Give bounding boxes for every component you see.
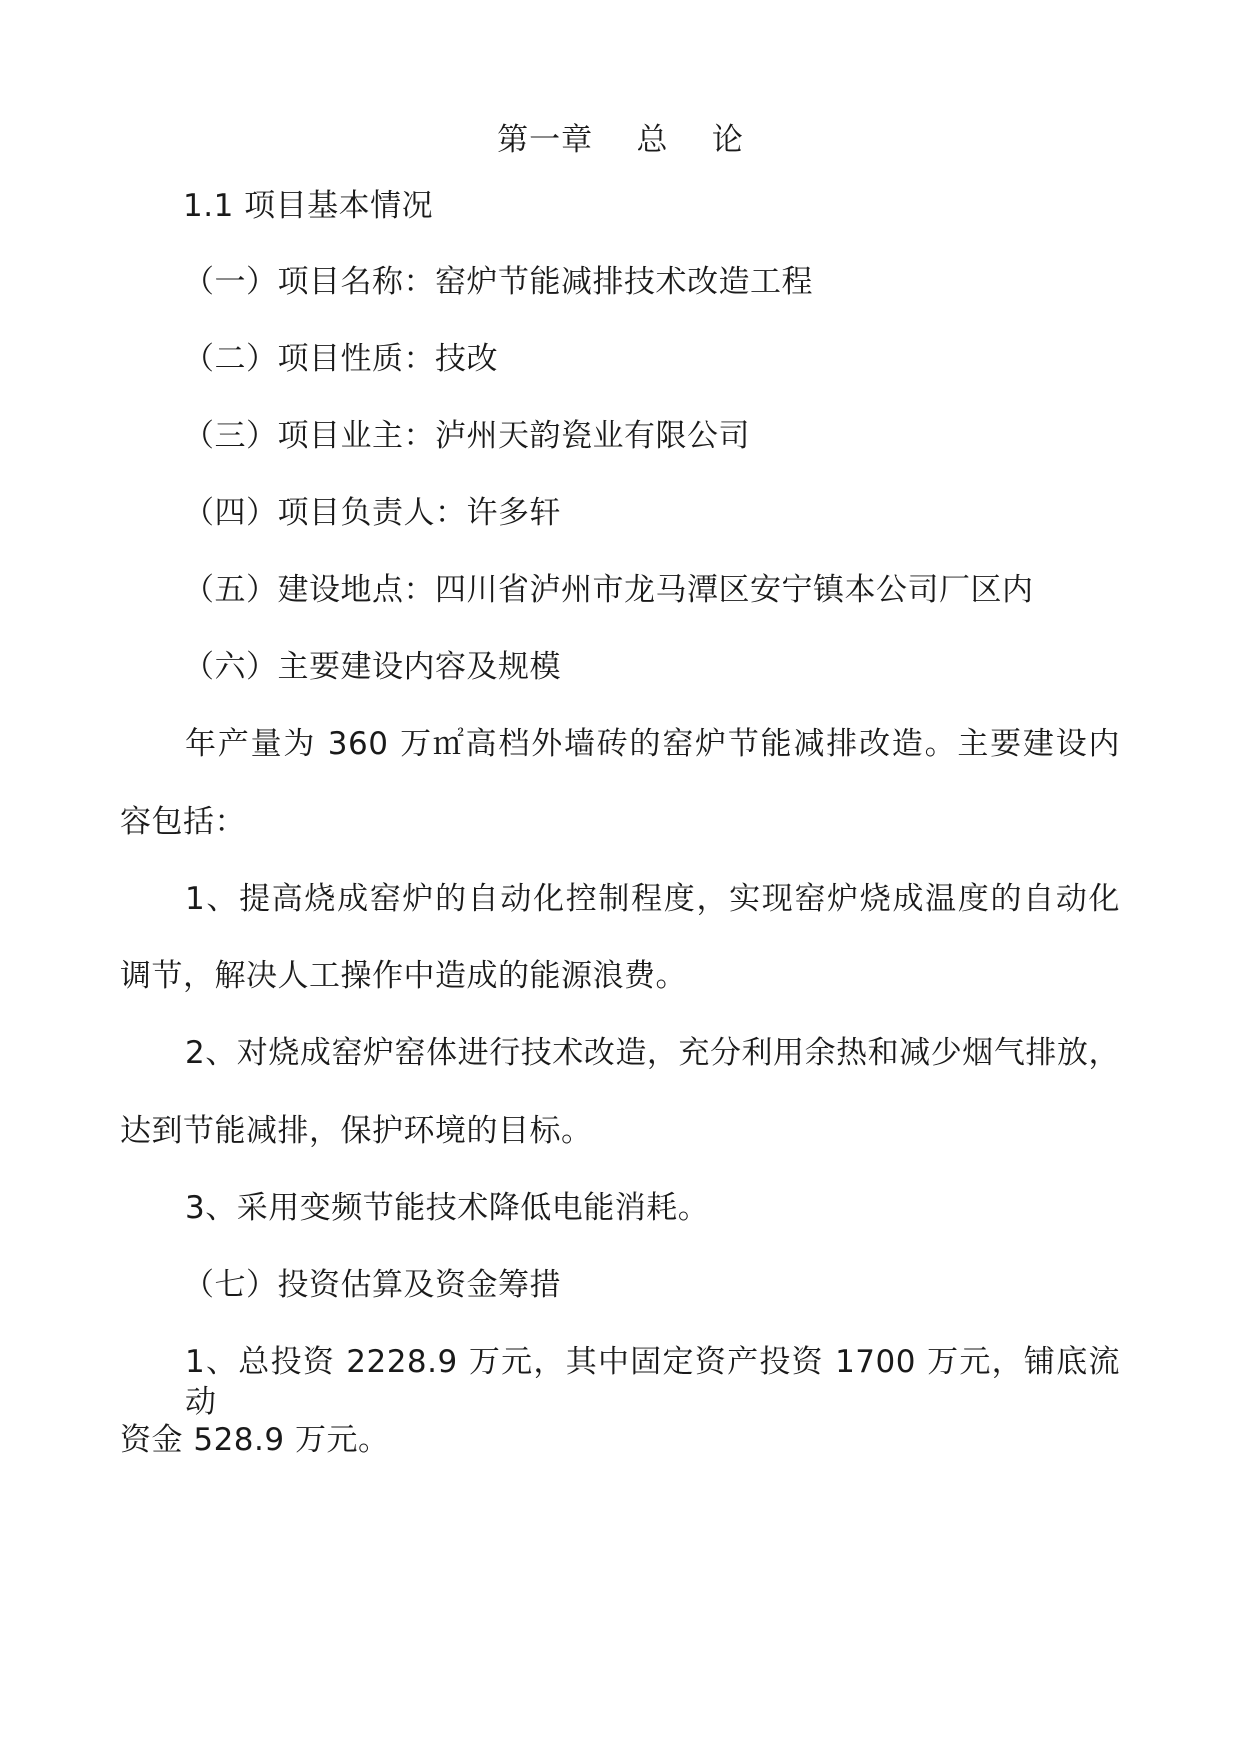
chapter-title: [0, 120, 1241, 160]
item-project-leader: （四）项目负责人：许多轩: [183, 495, 561, 531]
point-1-line-1: 1、提高烧成窑炉的自动化控制程度，实现窑炉烧成温度的自动化: [185, 881, 1120, 917]
item-construction-site: （五）建设地点：四川省泸州市龙马潭区安宁镇本公司厂区内: [183, 572, 1034, 608]
paragraph-scale-line-2: 容包括：: [120, 804, 246, 840]
item-project-nature: （二）项目性质：技改: [183, 341, 498, 377]
invest-1-line-2: 资金 528.9 万元。: [120, 1422, 390, 1458]
section-heading: 1.1 项目基本情况: [183, 188, 434, 224]
paragraph-scale-line-1: 年产量为 360 万㎡高档外墙砖的窑炉节能减排改造。主要建设内: [185, 726, 1120, 762]
item-main-content: （六）主要建设内容及规模: [183, 649, 561, 685]
point-3: 3、采用变频节能技术降低电能消耗。: [185, 1190, 710, 1226]
invest-1-line-1: 1、总投资 2228.9 万元，其中固定资产投资 1700 万元，铺底流动: [185, 1344, 1120, 1420]
item-investment: （七）投资估算及资金筹措: [183, 1267, 561, 1303]
point-1-line-2: 调节，解决人工操作中造成的能源浪费。: [120, 958, 687, 994]
point-2-line-2: 达到节能减排，保护环境的目标。: [120, 1113, 593, 1149]
item-project-owner: （三）项目业主：泸州天韵瓷业有限公司: [183, 418, 750, 454]
chapter-title-text: 第一章 总 论: [497, 122, 744, 158]
item-project-name: （一）项目名称：窑炉节能减排技术改造工程: [183, 264, 813, 300]
point-2-line-1: 2、对烧成窑炉窑体进行技术改造，充分利用余热和减少烟气排放，: [185, 1035, 1120, 1071]
